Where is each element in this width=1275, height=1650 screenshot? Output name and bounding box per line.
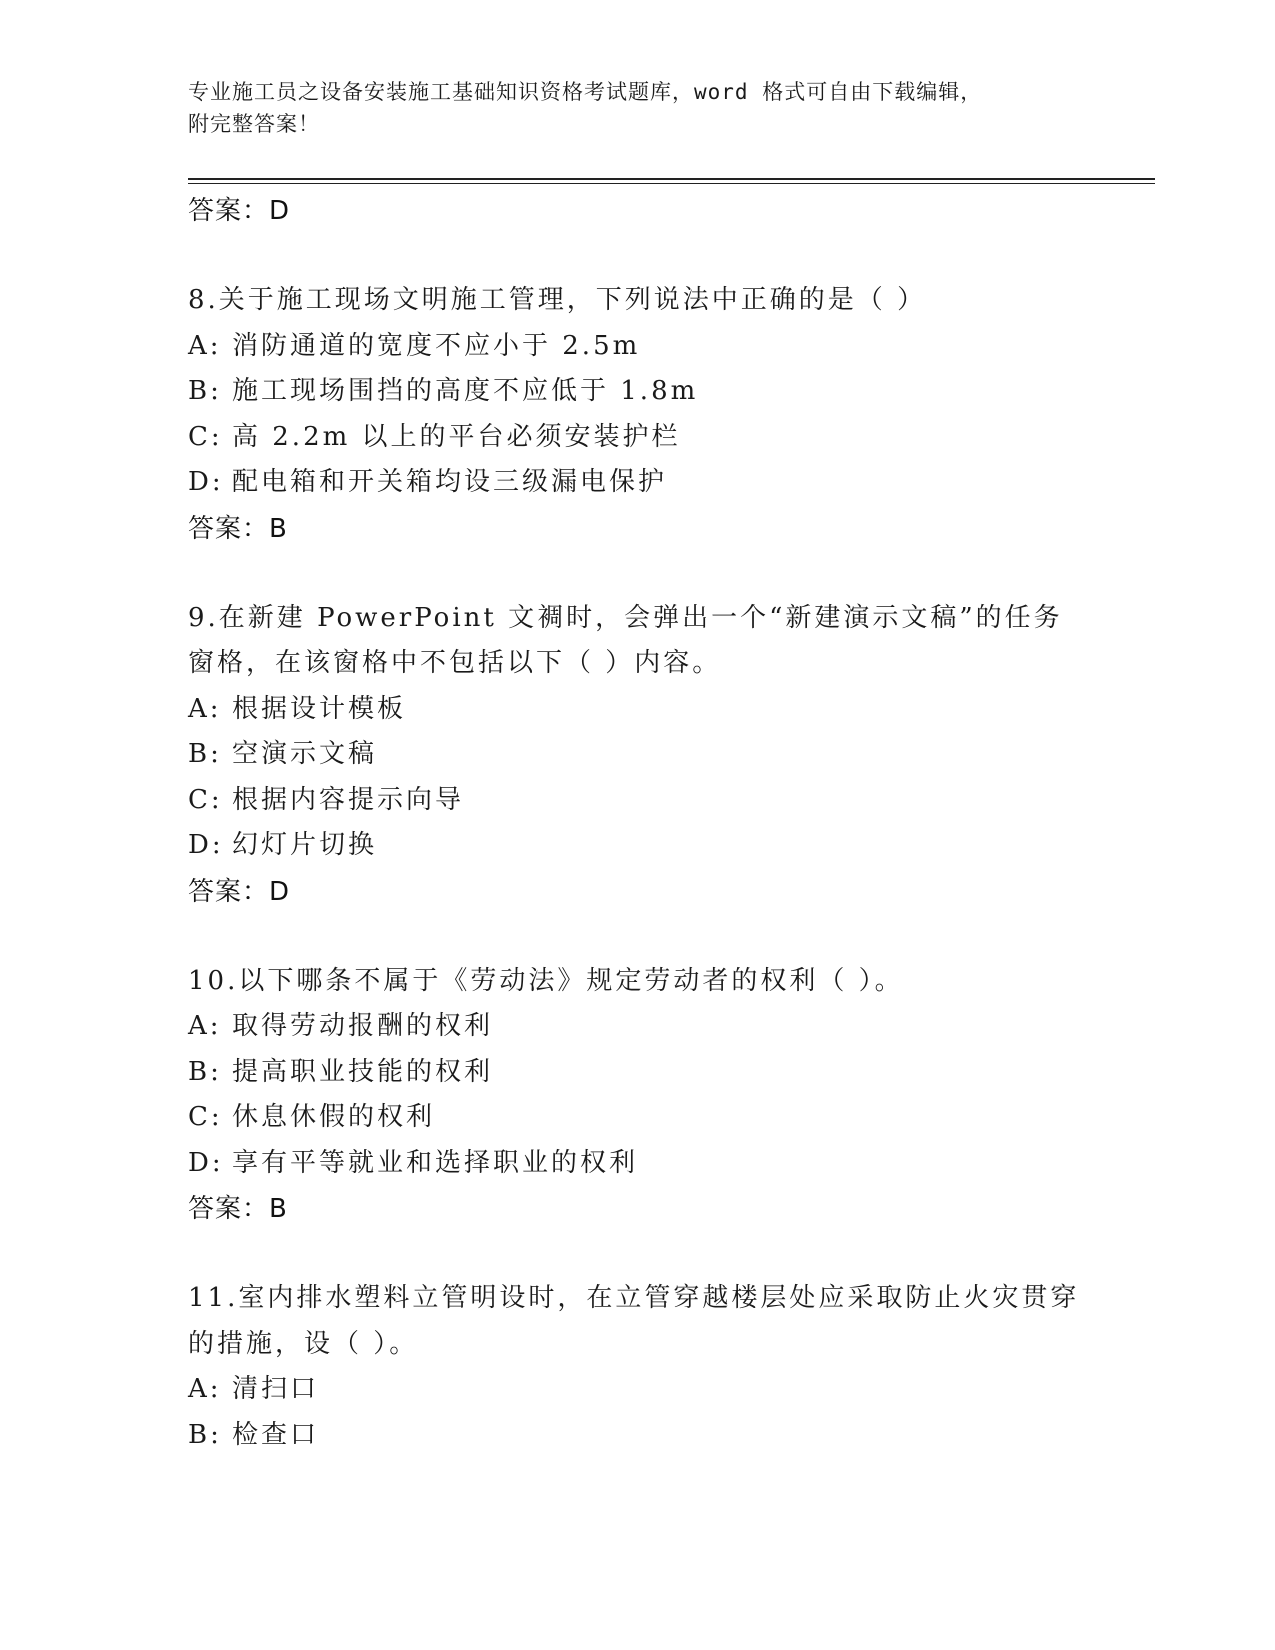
- header-line-1: 专业施工员之设备安装施工基础知识资格考试题库，word 格式可自由下载编辑，: [188, 80, 983, 104]
- option-letter: D:: [188, 830, 224, 860]
- option-text: 施工现场围挡的高度不应低于 1.8m: [232, 376, 699, 406]
- option-text: 配电箱和开关箱均设三级漏电保护: [232, 467, 668, 497]
- option-letter: B:: [188, 739, 222, 769]
- option-text: 高 2.2m 以上的平台必须安装护栏: [232, 421, 681, 452]
- option-b: [188, 1050, 1088, 1096]
- option-letter: D:: [188, 1147, 224, 1178]
- question-text: 9.在新建 PowerPoint 文裯时，会弹出一个“新建演示文稿”的任务窗格，在该窗格中不包括以下（ ）内容。: [188, 602, 1063, 678]
- question-text: 8.关于施工现场文明施工管理，下列说法中正确的是（ ）: [188, 285, 927, 315]
- option-text: 消防通道的宽度不应小于 2.5m: [232, 330, 641, 361]
- option-letter: A:: [188, 330, 222, 361]
- option-d: [188, 1141, 1088, 1187]
- document-body: [188, 188, 1088, 1458]
- option-letter: B:: [188, 376, 222, 406]
- option-letter: D:: [188, 467, 224, 497]
- option-text: 检查口: [232, 1419, 320, 1450]
- option-c: [188, 778, 1088, 824]
- question-block: [188, 1276, 1088, 1458]
- question-block: [188, 959, 1088, 1233]
- answer-label: 答案：D: [188, 196, 291, 226]
- option-b: [188, 1413, 1088, 1459]
- option-a: [188, 1004, 1088, 1050]
- option-letter: C:: [188, 1102, 223, 1132]
- option-text: 空演示文稿: [232, 739, 378, 769]
- option-letter: B:: [188, 1419, 222, 1450]
- question-block: [188, 278, 1088, 552]
- option-letter: A:: [188, 693, 222, 724]
- header-line-2: 附完整答案！: [188, 112, 320, 136]
- option-b: [188, 369, 1088, 415]
- option-text: 根据内容提示向导: [232, 784, 465, 815]
- option-a: [188, 324, 1088, 370]
- answer-label: 答案：B: [188, 513, 288, 544]
- option-text: 取得劳动报酬的权利: [232, 1011, 494, 1041]
- option-text: 提高职业技能的权利: [232, 1056, 494, 1087]
- option-c: [188, 415, 1088, 461]
- option-letter: C:: [188, 784, 223, 815]
- question-text: 11.室内排水塑料立管明设时，在立管穿越楼层处应采取防止火灾贯穿的措施，设（ ）。: [188, 1283, 1080, 1359]
- option-text: 享有平等就业和选择职业的权利: [232, 1147, 639, 1178]
- option-letter: C:: [188, 421, 223, 452]
- option-letter: A:: [188, 1374, 222, 1404]
- option-text: 根据设计模板: [232, 693, 407, 724]
- option-text: 休息休假的权利: [232, 1102, 436, 1132]
- question-block: [188, 596, 1088, 915]
- document-header: [188, 76, 1068, 140]
- answer-label: 答案：B: [188, 1194, 288, 1224]
- option-letter: A:: [188, 1011, 222, 1041]
- option-text: 清扫口: [232, 1374, 320, 1404]
- option-d: [188, 823, 1088, 869]
- header-rule-thick: [188, 178, 1155, 180]
- answer-label: 答案：D: [188, 876, 291, 907]
- option-letter: B:: [188, 1056, 222, 1087]
- option-b: [188, 732, 1088, 778]
- question-text: 10.以下哪条不属于《劳动法》规定劳动者的权利（ ）。: [188, 965, 904, 996]
- option-c: [188, 1095, 1088, 1141]
- option-a: [188, 1367, 1088, 1413]
- option-a: [188, 687, 1088, 733]
- header-rule-thin: [188, 183, 1155, 184]
- option-text: 幻灯片切换: [232, 830, 378, 860]
- option-d: [188, 460, 1088, 506]
